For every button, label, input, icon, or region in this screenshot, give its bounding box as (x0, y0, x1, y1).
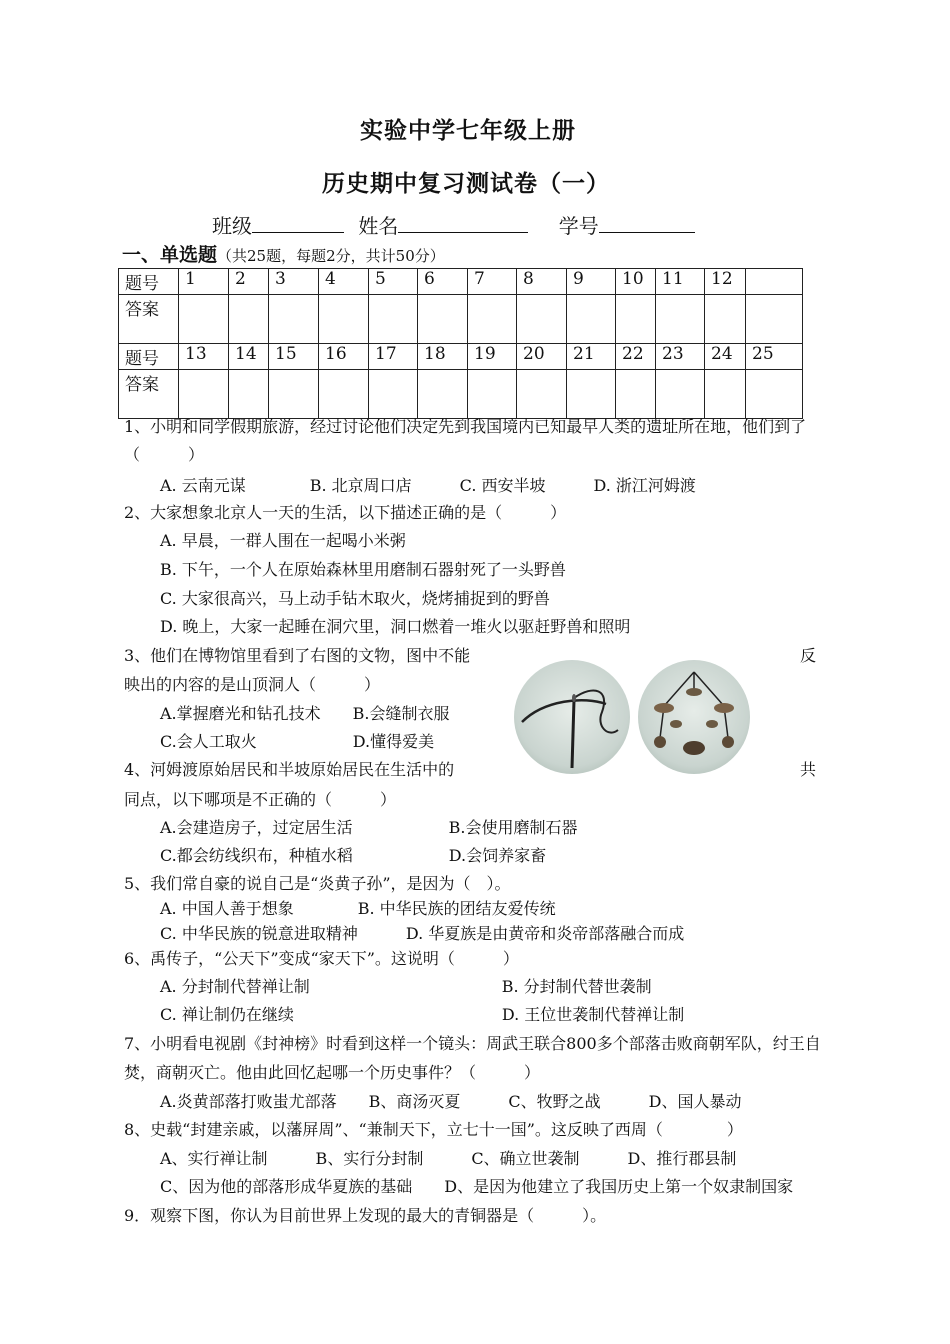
answer-cell[interactable] (369, 295, 418, 344)
name-label: 姓名 (358, 214, 399, 238)
answer-cell[interactable] (179, 370, 229, 419)
table-row (119, 370, 803, 419)
question-6-options-cd: C. 禅让制仍在继续 D. 王位世袭制代替禅让制 (160, 1005, 685, 1024)
question-7-options: A.炎黄部落打败蚩尤部落 B、商汤灭夏 C、牧野之战 D、国人暴动 (160, 1092, 742, 1111)
question-2-option-c: C. 大家很高兴，马上动手钻木取火，烧烤捕捉到的野兽 (160, 589, 550, 608)
table-row (119, 269, 803, 295)
question-number-cell: 24 (705, 344, 746, 370)
answer-cell[interactable] (517, 295, 567, 344)
question-number-cell: 19 (468, 344, 517, 370)
question-number-cell: 16 (319, 344, 369, 370)
question-5-options-cd: C. 中华民族的锐意进取精神 D. 华夏族是由黄帝和炎帝部落融合而成 (160, 924, 685, 943)
question-4-stem-cont: 同点，以下哪项是不正确的（ ） (124, 790, 397, 809)
answer-cell[interactable] (269, 295, 319, 344)
question-6-stem: 6、禹传子，“公天下”变成“家天下”。这说明（ ） (124, 949, 519, 968)
row-label-number: 题号 (119, 344, 179, 370)
question-1-stem: 1、小明和同学假期旅游，经过讨论他们决定先到我国境内已知最早人类的遗址所在地，他们到了 (124, 417, 807, 436)
question-1-blank: （ ） (124, 445, 205, 464)
answer-cell[interactable] (746, 370, 803, 419)
question-number-cell: 2 (229, 269, 269, 295)
question-number-cell: 15 (269, 344, 319, 370)
answer-cell[interactable] (418, 295, 468, 344)
section-heading (122, 240, 445, 267)
question-number-cell: 3 (269, 269, 319, 295)
question-number-cell: 5 (369, 269, 418, 295)
answer-cell[interactable] (616, 370, 656, 419)
answer-cell[interactable] (229, 370, 269, 419)
answer-cell[interactable] (468, 295, 517, 344)
question-3-stem-cont: 映出的内容的是山顶洞人（ ） (124, 675, 381, 694)
student-info-line (212, 210, 695, 239)
answer-cell[interactable] (418, 370, 468, 419)
row-label-answer: 答案 (119, 295, 179, 344)
question-number-cell: 25 (746, 344, 803, 370)
question-number-cell (746, 269, 803, 295)
id-label: 学号 (558, 214, 599, 238)
question-number-cell: 6 (418, 269, 468, 295)
answer-cell[interactable] (616, 295, 656, 344)
question-number-cell: 4 (319, 269, 369, 295)
question-2-option-a: A. 早晨，一群人围在一起喝小米粥 (160, 531, 406, 550)
question-9-stem: 9．观察下图，你认为目前世界上发现的最大的青铜器是（ ）。 (124, 1206, 607, 1225)
artifact-image (514, 660, 754, 775)
question-number-cell: 20 (517, 344, 567, 370)
question-number-cell: 1 (179, 269, 229, 295)
answer-cell[interactable] (229, 295, 269, 344)
table-row (119, 295, 803, 344)
question-2-stem: 2、大家想象北京人一天的生活，以下描述正确的是（ ） (124, 503, 567, 522)
question-8-options: A、实行禅让制 B、实行分封制 C、确立世袭制 D、推行郡县制 (160, 1149, 737, 1168)
question-2-option-b: B. 下午，一个人在原始森林里用磨制石器射死了一头野兽 (160, 560, 566, 579)
answer-cell[interactable] (656, 295, 705, 344)
question-number-cell: 17 (369, 344, 418, 370)
question-4-options-ab: A.会建造房子，过定居生活 B.会使用磨制石器 (160, 818, 578, 837)
answer-cell[interactable] (746, 295, 803, 344)
answer-cell[interactable] (705, 295, 746, 344)
answer-cell[interactable] (369, 370, 418, 419)
name-field[interactable] (398, 214, 528, 233)
answer-table (118, 268, 803, 419)
question-7-stem: 7、小明看电视剧《封神榜》时看到这样一个镜头：周武王联合800多个部落击败商朝军队，纣王自 (124, 1034, 821, 1053)
section-title: 一、单选题 (122, 244, 218, 266)
question-8-stem: 8、史载“封建亲戚，以藩屏周”、“兼制天下，立七十一国”。这反映了西周（ ） (124, 1120, 743, 1139)
answer-cell[interactable] (567, 295, 616, 344)
question-number-cell: 22 (616, 344, 656, 370)
question-6-options-ab: A. 分封制代替禅让制 B. 分封制代替世袭制 (160, 977, 652, 996)
question-4-options-cd: C.都会纺线织布，种植水稻 D.会饲养家畜 (160, 846, 547, 865)
answer-cell[interactable] (179, 295, 229, 344)
answer-cell[interactable] (319, 370, 369, 419)
page-title-line2: 历史期中复习测试卷（一） (322, 170, 610, 197)
question-number-cell: 9 (567, 269, 616, 295)
question-number-cell: 7 (468, 269, 517, 295)
question-3-stem-end: 反 (800, 646, 817, 665)
question-number-cell: 12 (705, 269, 746, 295)
question-8-extra-options: C、因为他的部落形成华夏族的基础 D、是因为他建立了我国历史上第一个奴隶制国家 (160, 1177, 794, 1196)
answer-cell[interactable] (269, 370, 319, 419)
question-1-options: A. 云南元谋 B. 北京周口店 C. 西安半坡 D. 浙江河姆渡 (160, 476, 696, 495)
row-label-answer: 答案 (119, 370, 179, 419)
answer-cell[interactable] (319, 295, 369, 344)
table-row (119, 344, 803, 370)
question-number-cell: 13 (179, 344, 229, 370)
answer-cell[interactable] (468, 370, 517, 419)
ornament-icon (638, 660, 750, 774)
id-field[interactable] (599, 214, 695, 233)
question-number-cell: 11 (656, 269, 705, 295)
question-4-stem-end: 共 (800, 760, 817, 779)
question-number-cell: 10 (616, 269, 656, 295)
question-4-stem: 4、河姆渡原始居民和半坡原始居民在生活中的 (124, 760, 455, 779)
section-note: （共25题，每题2分，共计50分） (217, 247, 445, 265)
class-label: 班级 (212, 214, 252, 238)
question-3-options-ab: A.掌握磨光和钻孔技术 B.会缝制衣服 (160, 704, 450, 723)
question-number-cell: 18 (418, 344, 468, 370)
question-number-cell: 14 (229, 344, 269, 370)
page-title-line1: 实验中学七年级上册 (360, 117, 576, 144)
question-7-stem-cont: 焚，商朝灭亡。他由此回忆起哪一个历史事件？（ ） (124, 1063, 541, 1082)
question-number-cell: 21 (567, 344, 616, 370)
answer-cell[interactable] (656, 370, 705, 419)
question-5-options-ab: A. 中国人善于想象 B. 中华民族的团结友爱传统 (160, 899, 556, 918)
question-5-stem: 5、我们常自豪的说自己是“炎黄子孙”，是因为（ ）。 (124, 874, 511, 893)
question-3-stem: 3、他们在博物馆里看到了右图的文物，图中不能 (124, 646, 471, 665)
answer-cell[interactable] (705, 370, 746, 419)
class-field[interactable] (252, 214, 344, 233)
question-number-cell: 8 (517, 269, 567, 295)
question-number-cell: 23 (656, 344, 705, 370)
question-2-option-d: D. 晚上，大家一起睡在洞穴里，洞口燃着一堆火以驱赶野兽和照明 (160, 617, 631, 636)
answer-cell[interactable] (517, 370, 567, 419)
bone-needle-icon (514, 660, 630, 774)
row-label-number: 题号 (119, 269, 179, 295)
answer-cell[interactable] (567, 370, 616, 419)
question-3-options-cd: C.会人工取火 D.懂得爱美 (160, 732, 435, 751)
